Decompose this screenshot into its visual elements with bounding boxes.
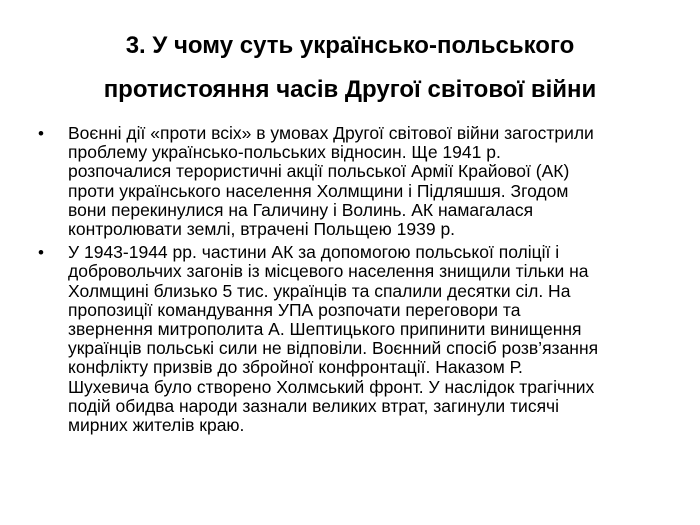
title-line-2: протистояння часів Другої світової війни	[103, 76, 597, 103]
bullet-2-line-5: звернення митрополита А. Шептицького припинити винищення	[68, 319, 582, 340]
bullet-2-line-7: конфлікту призвів до збройної конфронтації. Наказом Р.	[68, 357, 523, 378]
slide-title	[40, 24, 660, 112]
bullet-1-line-4: проти українського населення Холмщини і Підляшшя. Згодом	[68, 180, 569, 201]
bullet-list	[38, 124, 668, 439]
bullet-1-line-1: Воєнні дії «проти всіх» в умовах Другої світової війни загострили	[68, 123, 594, 143]
bullet-2-line-3: Холмщині близько 5 тис. українців та спалили десятки сіл. На	[68, 280, 571, 301]
bullet-marker-icon: •	[38, 243, 44, 263]
bullet-2-line-6: українців польські сили не відповіли. Воєнний спосіб розв’язання	[68, 338, 599, 359]
bullet-2-line-1: У 1943-1944 рр. частини АК за допомогою польської поліції і	[68, 242, 560, 263]
title-line-1: 3. У чому суть українсько-польського	[125, 32, 575, 59]
bullet-1-line-2: проблему українсько-польських відносин. Ще 1941 р.	[68, 142, 501, 163]
bullet-item-1	[38, 124, 668, 239]
bullet-2-line-4: пропозиції командування УПА розпочати переговори та	[68, 299, 521, 320]
bullet-2-line-10: мирних жителів краю.	[68, 415, 245, 436]
bullet-2-line-2: добровольчих загонів із місцевого населення знищили тільки на	[68, 261, 589, 282]
bullet-1-line-3: розпочалися терористичні акції польської Армії Крайової (АК)	[68, 161, 570, 182]
bullet-1-line-5: вони перекинулися на Галичину і Волинь. АК намагалася	[68, 199, 534, 220]
bullet-marker-icon: •	[38, 124, 44, 143]
bullet-2-line-8: Шухевича було створено Холмський фронт. У наслідок трагічних	[68, 376, 595, 397]
bullet-1-line-6: контролювати землі, втрачені Польщею 1939 р.	[68, 219, 456, 240]
bullet-item-2	[38, 243, 668, 435]
bullet-2-line-9: подій обидва народи зазнали великих втрат, загинули тисячі	[68, 395, 560, 416]
